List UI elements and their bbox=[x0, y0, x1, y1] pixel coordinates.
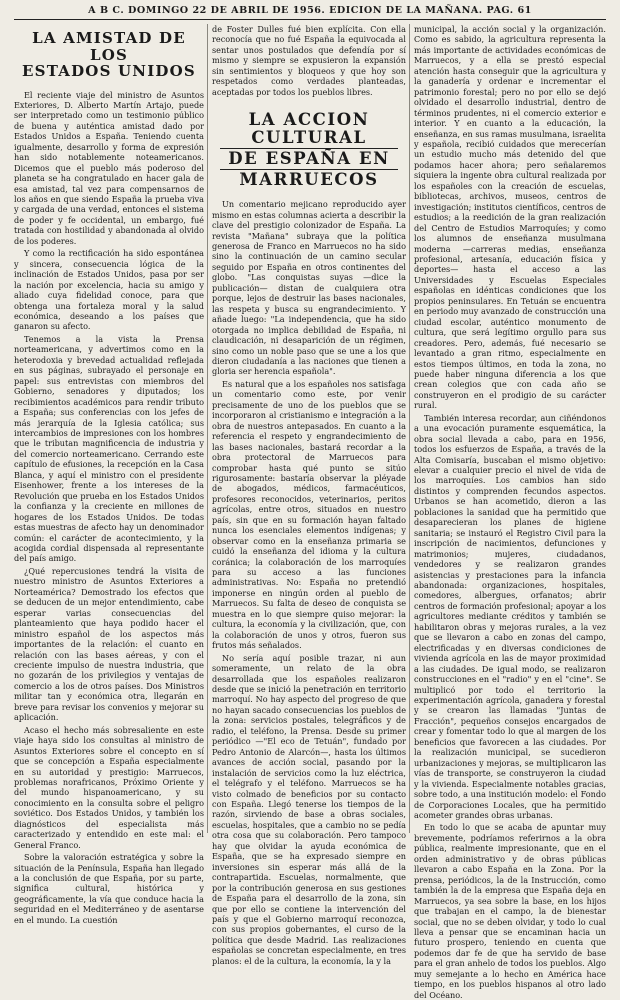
paragraph: Acaso el hecho más sobresaliente en este viaje haya sido los consultas al ministro de Asuntos Exteriores sobre el concepto en sí que se concepción a España especialmente en su autoridad y prestigio: Marruecos, problemas norafricanos, Próximo Oriente y del mundo hispanoamericano, y su conocimiento en la consulta sobre el peligro soviético. Dos Estados Unidos, y también los diagnósticos del especialista más caracterizado y entendido en este mal: el General Franco. bbox=[14, 724, 204, 850]
paragraph: También interesa recordar, aun ciñéndonos a una evocación puramente esquemática, la obra social llevada a cabo, para en 1956, todos los esfuerzos de España, a través de la Alta Comisaría, buscaban el mismo objetivo: elevar a cualquier precio el nivel de vida de los marroquíes. Los cambios han sido distintos y comprenden fecundos aspectos. Urbanos se han acometido, dieron a las poblaciones la sanidad que ha permitido que desaparecieran los planes de higiene sanitaria; se instauró el Registro Civil para la inscripción de nacimientos, defunciones y matrimonios; mujeres, ciudadanos, vendedores y se realizaron grandes asistencias y prestaciones para la infancia abandonada: organizaciones, hospitales, comedores, albergues, orfanatos; abrir centros de formación profesional; apoyar a los agricultores mediante créditos y también se habilitaron obras y mejoras rurales, a la vez que se llevaron a cabo en zonas del campo, electrificadas y en diversas condiciones de vivienda agrícola en las de mayor proximidad a las ciudades. De igual modo, se realizaron construcciones en el "radio" y en el "cine". Se multiplicó por todo el territorio la experimentación agrícola, ganadera y forestal y se crearon las llamadas "Juntas de Fracción", pequeños consejos encargados de crear y fomentar todo lo que al margen de los beneficios que favorecen a las ciudades. Por la realización municipal, se sucedieron urbanizaciones y mejoras, se multiplicaron las vías de transporte, se construyeron la ciudad y la vivienda. Especialmente notables gracias, sobre todo, a una institución modelo: el Fondo de Corporaciones Locales, que ha permitido acometer grandes obras urbanas. bbox=[414, 412, 606, 820]
article-title-amistad bbox=[14, 30, 204, 84]
paragraph: Y como la rectificación ha sido espontánea y sincera, consecuencia lógica de la inclinación de Estados Unidos, pasa por ser la nación por excelencia, hacia su amigo y aliado cuya fidelidad conoce, para que obtenga una fortaleza moral y la salud económica, deseando a los países que ganaron su afecto. bbox=[14, 248, 204, 332]
column-2 bbox=[212, 24, 406, 966]
paragraph: de Foster Dulles fué bien explícita. Con ella reconocía que no fué España la equivocada al sentar unos postulados que defendía por sí mismo y siempre se expusieron la expansión sin sentimientos y bloqueos y que hoy son respetados como verdades planteadas, aceptadas por todos los pueblos libres. bbox=[212, 24, 406, 97]
title-line: LA ACCION CULTURAL bbox=[248, 110, 370, 148]
paragraph: Es natural que a los españoles nos satisfaga un comentario como este, por venir precisamente de uno de los pueblos que se incorporaron al cristianismo e integración a la obra de nuestros antepasados. En cuanto a la referencia el respeto y engrandecimiento de las bases nacionales, bastará recordar a la obra protectoral de Marruecos para comprobar hasta qué punto se sitúo rigurosamente: bastaría observar la pléyade de abogados, médicos, farmacéuticos, profesores reconocidos, veterinarios, peritos agrícolas, entre otros, situados en nuestro país, sin que en su formación hayan faltado nunca los esenciales elementos indígenas; y observar como en la enseñanza primaria se cuidó la enseñanza del idioma y la cultura coránica; la colaboración de los marroquíes para su acceso a las funciones administrativas. No: España no pretendió imponerse en ningún orden al pueblo de Marruecos. Su falta de deseo de conquista se muestra en lo que siempre quiso mejorar: la cultura, la economía y la civilización, que, con la colaboración de unos y otros, fueron sus frutos más señalados. bbox=[212, 378, 406, 651]
paragraph: En todo lo que se acaba de apuntar muy brevemente, podríamos referirnos a la obra pública, realmente impresionante, que en el orden administrativo y de obras públicas llevaron a cabo España en la Zona. Por la prensa, periódicos, la de la Instrucción, como también la de la empresa que España deja en Marruecos, ya sea sobre la base, en los hijos que trabajan en el campo, la de bienestar social, que no se deben olvidar, y todo lo cual lleva a pensar que se encaminan hacia un futuro prospero, teniendo en cuenta que podemos dar fe de que ha servido de base para el gran anhelo de todos los pueblos. Algo muy semejante a lo hecho en América hace tiempo, en los pueblos hispanos al otro lado del Océano. bbox=[414, 822, 606, 1000]
paragraph: No sería aquí posible trazar, ni aun someramente, un relato de la obra desarrollada que los españoles realizaron desde que se inició la penetración en territorio marroquí. No hay aspecto del progreso de que no hayan sacado consecuencias los pueblos de la zona: servicios postales, telegráficos y de radio, el teléfono, la Prensa. Desde su primer periódico —"El eco de Tetuán", fundado por Pedro Antonio de Alarcón—, hasta los últimos avances de acción social, pasando por la instalación de servicios como la luz eléctrica, el telégrafo y el teléfono. Marruecos se ha visto colmado de beneficios por su contacto con España. Llegó tenerse los tiempos de la razón, sirviendo de base a obras sociales, escuelas, hospitales, que a cambio no se pedía otra cosa que su colaboración. Pero tampoco hay que olvidar la ayuda económica de España, que se ha expresado siempre en inversiones sin esperar más allá de la contrapartida. Escuelas, normalmente, que por la contribución generosa en sus gestiones de España para el desarrollo de la zona, sin que por ello se contiene la intervención del país y que el Gobierno marroquí reconozca, con sus propios gobernantes, el curso de la política que desde Madrid. Las realizaciones españolas se concretan especialmente, en tres planos: el de la cultura, la economía, la y la bbox=[212, 652, 406, 966]
paragraph: municipal, la acción social y la organización. Como es sabido, la agricultura representa la más importante de actividades económicas de Marruecos, y a ella se prestó especial atención hasta conseguir que la agricultura y la ganadería y ordenar e incrementar el patrimonio forestal; pero no por ello se dejó olvidado el desarrollo industrial, dentro de términos prudentes, ni el comercio exterior e interior. Y en cuanto a la educación, la enseñanza, en sus ramas musulmana, israelita y española, recibió cuidados que merecerían un estudio mucho más detenido del que podamos hacer ahora; pero señalaremos siquiera la ingente obra cultural realizada por los españoles con la creación de escuelas, bibliotecas, archivos, museos, centros de investigación; institutos científicos, centros de estudios; a la reedición de la gran realización del Centro de Estudios Marroquíes; y como los alumnos de enseñanza musulmana moderna —carreras medias, enseñanza profesional, artesanía, educación física y deportes— hasta el acceso a las Universidades y Escuelas Especiales españolas en idénticas condiciones que los propios peninsulares. En Tetuán se encuentra en periodo muy avanzado de construcción una ciudad escolar, auténtico monumento de cultura, que será legítimo orgullo para sus creadores. Pero, además, fué necesario se levantado a gran ritmo, especialmente en estos tiempos últimos, en toda la zona, no puede haber ninguna diferencia a los que crean colegios que con cada año se construyeron en el prodigio de su carácter rural. bbox=[414, 24, 606, 411]
paragraph: Un comentario mejicano reproducido ayer mismo en estas columnas acierta a describir la clave del prestigio colonizador de España. La revista "Mañana" subraya que la política generosa de Franco en Marruecos no ha sido sino la continuación de un camino secular seguido por España en otros continentes del globo. "Las conquistas suyas —dice la publicación— distan de cualquiera otra porque, lejos de destruir las bases nacionales, las respeta y busca su engrandecimiento. Y añade luego: "La independencia, que ha sido otorgada no implica debilidad de España, ni claudicación, ni desaparición de un régimen, sino como un noble paso que se une a los que dieron ciudadanía a las naciones que tienen a gloria ser herencia española". bbox=[212, 199, 406, 377]
column-1 bbox=[14, 24, 204, 925]
paragraph: El reciente viaje del ministro de Asuntos Exteriores, D. Alberto Martín Artajo, puede ser interpretado como un testimonio público de buena y auténtica amistad dado por Estados Unidos a España. Teniendo cuenta igualmente, desarrollo y forma de expresión han sido notablemente noteamericanos. Dicemos que el pueblo más poderoso del planeta se ha congratulado en hacer gala de esa amistad, tal vez para compensarnos de los años en que siendo España la prueba viva y cargada de una verdad, entonces el sistema de poder y fe occidental, un embargo, fué tratada con hostilidad y abandonada al olvido de los poderes. bbox=[14, 89, 204, 246]
title-line: DE ESPAÑA EN bbox=[228, 149, 390, 169]
title-line: ESTADOS UNIDOS bbox=[22, 62, 196, 80]
column-divider bbox=[207, 24, 208, 833]
paragraph: Sobre la valoración estratégica y sobre la situación de la Península, España han llegado a la conclusión de que España, por su parte, significa cultural, histórica y geográficamente, la vía que conduce hacia la seguridad en el Mediterráneo y de asentarse en el mundo. La cuestión bbox=[14, 852, 204, 925]
title-line: MARRUECOS bbox=[239, 170, 379, 190]
title-line: LA AMISTAD DE LOS bbox=[32, 29, 186, 64]
paragraph: ¿Qué repercusiones tendrá la visita de nuestro ministro de Asuntos Exteriores a Norteamérica? Demostrado los efectos que se deducen de un mejor entendimiento, cabe esperar varias consecuencias del planteamiento que haya podido hacer el ministro español de los aspectos más importantes de la relación: el cuanto en relación con las bases aéreas, y con el creciente impulso de nuestra industria, que no gozarán de los privilegios y ventajas de comercio a los de otros países. Dos Ministros militar tan y económica otra, llegarán en breve para revisar los convenios y mejorar su aplicación. bbox=[14, 565, 204, 723]
article-title-accion-cultural bbox=[212, 111, 406, 193]
column-divider bbox=[409, 24, 410, 833]
paragraph: Tenemos a la vista la Prensa norteamericana, y advertimos como en la heterodoxia y brevedad actualidad reflejada en sus páginas, subrayado el personaje en papel: sus entrevistas con miembros del Gobierno, senadores y diputados; los recibimientos académicos para rendir tributo a España; sus conferencias con los jefes de más jerarquía de la Iglesia católica; sus intercambios de impresiones con los hombres que le tributan magnificencia de industria y del comercio norteamericano. Cerrando este capítulo de efusiones, la recepción en la Casa Blanca, y aquí el ministro con el presidente Eisenhower, frente a los intereses de la Revolución que prueba en los Estados Unidos la confianza y la creciente en millones de hogares de los Estados Unidos. De todas estas muestras de afecto hay un denominador común: el carácter de acontecimiento, y la acogida cordial dispensada al representante del país amigo. bbox=[14, 333, 204, 564]
header-rule bbox=[14, 19, 606, 20]
column-3 bbox=[414, 24, 606, 1000]
page-header: A B C. DOMINGO 22 DE ABRIL DE 1956. EDICION DE LA MAÑANA. PAG. 61 bbox=[88, 5, 532, 16]
